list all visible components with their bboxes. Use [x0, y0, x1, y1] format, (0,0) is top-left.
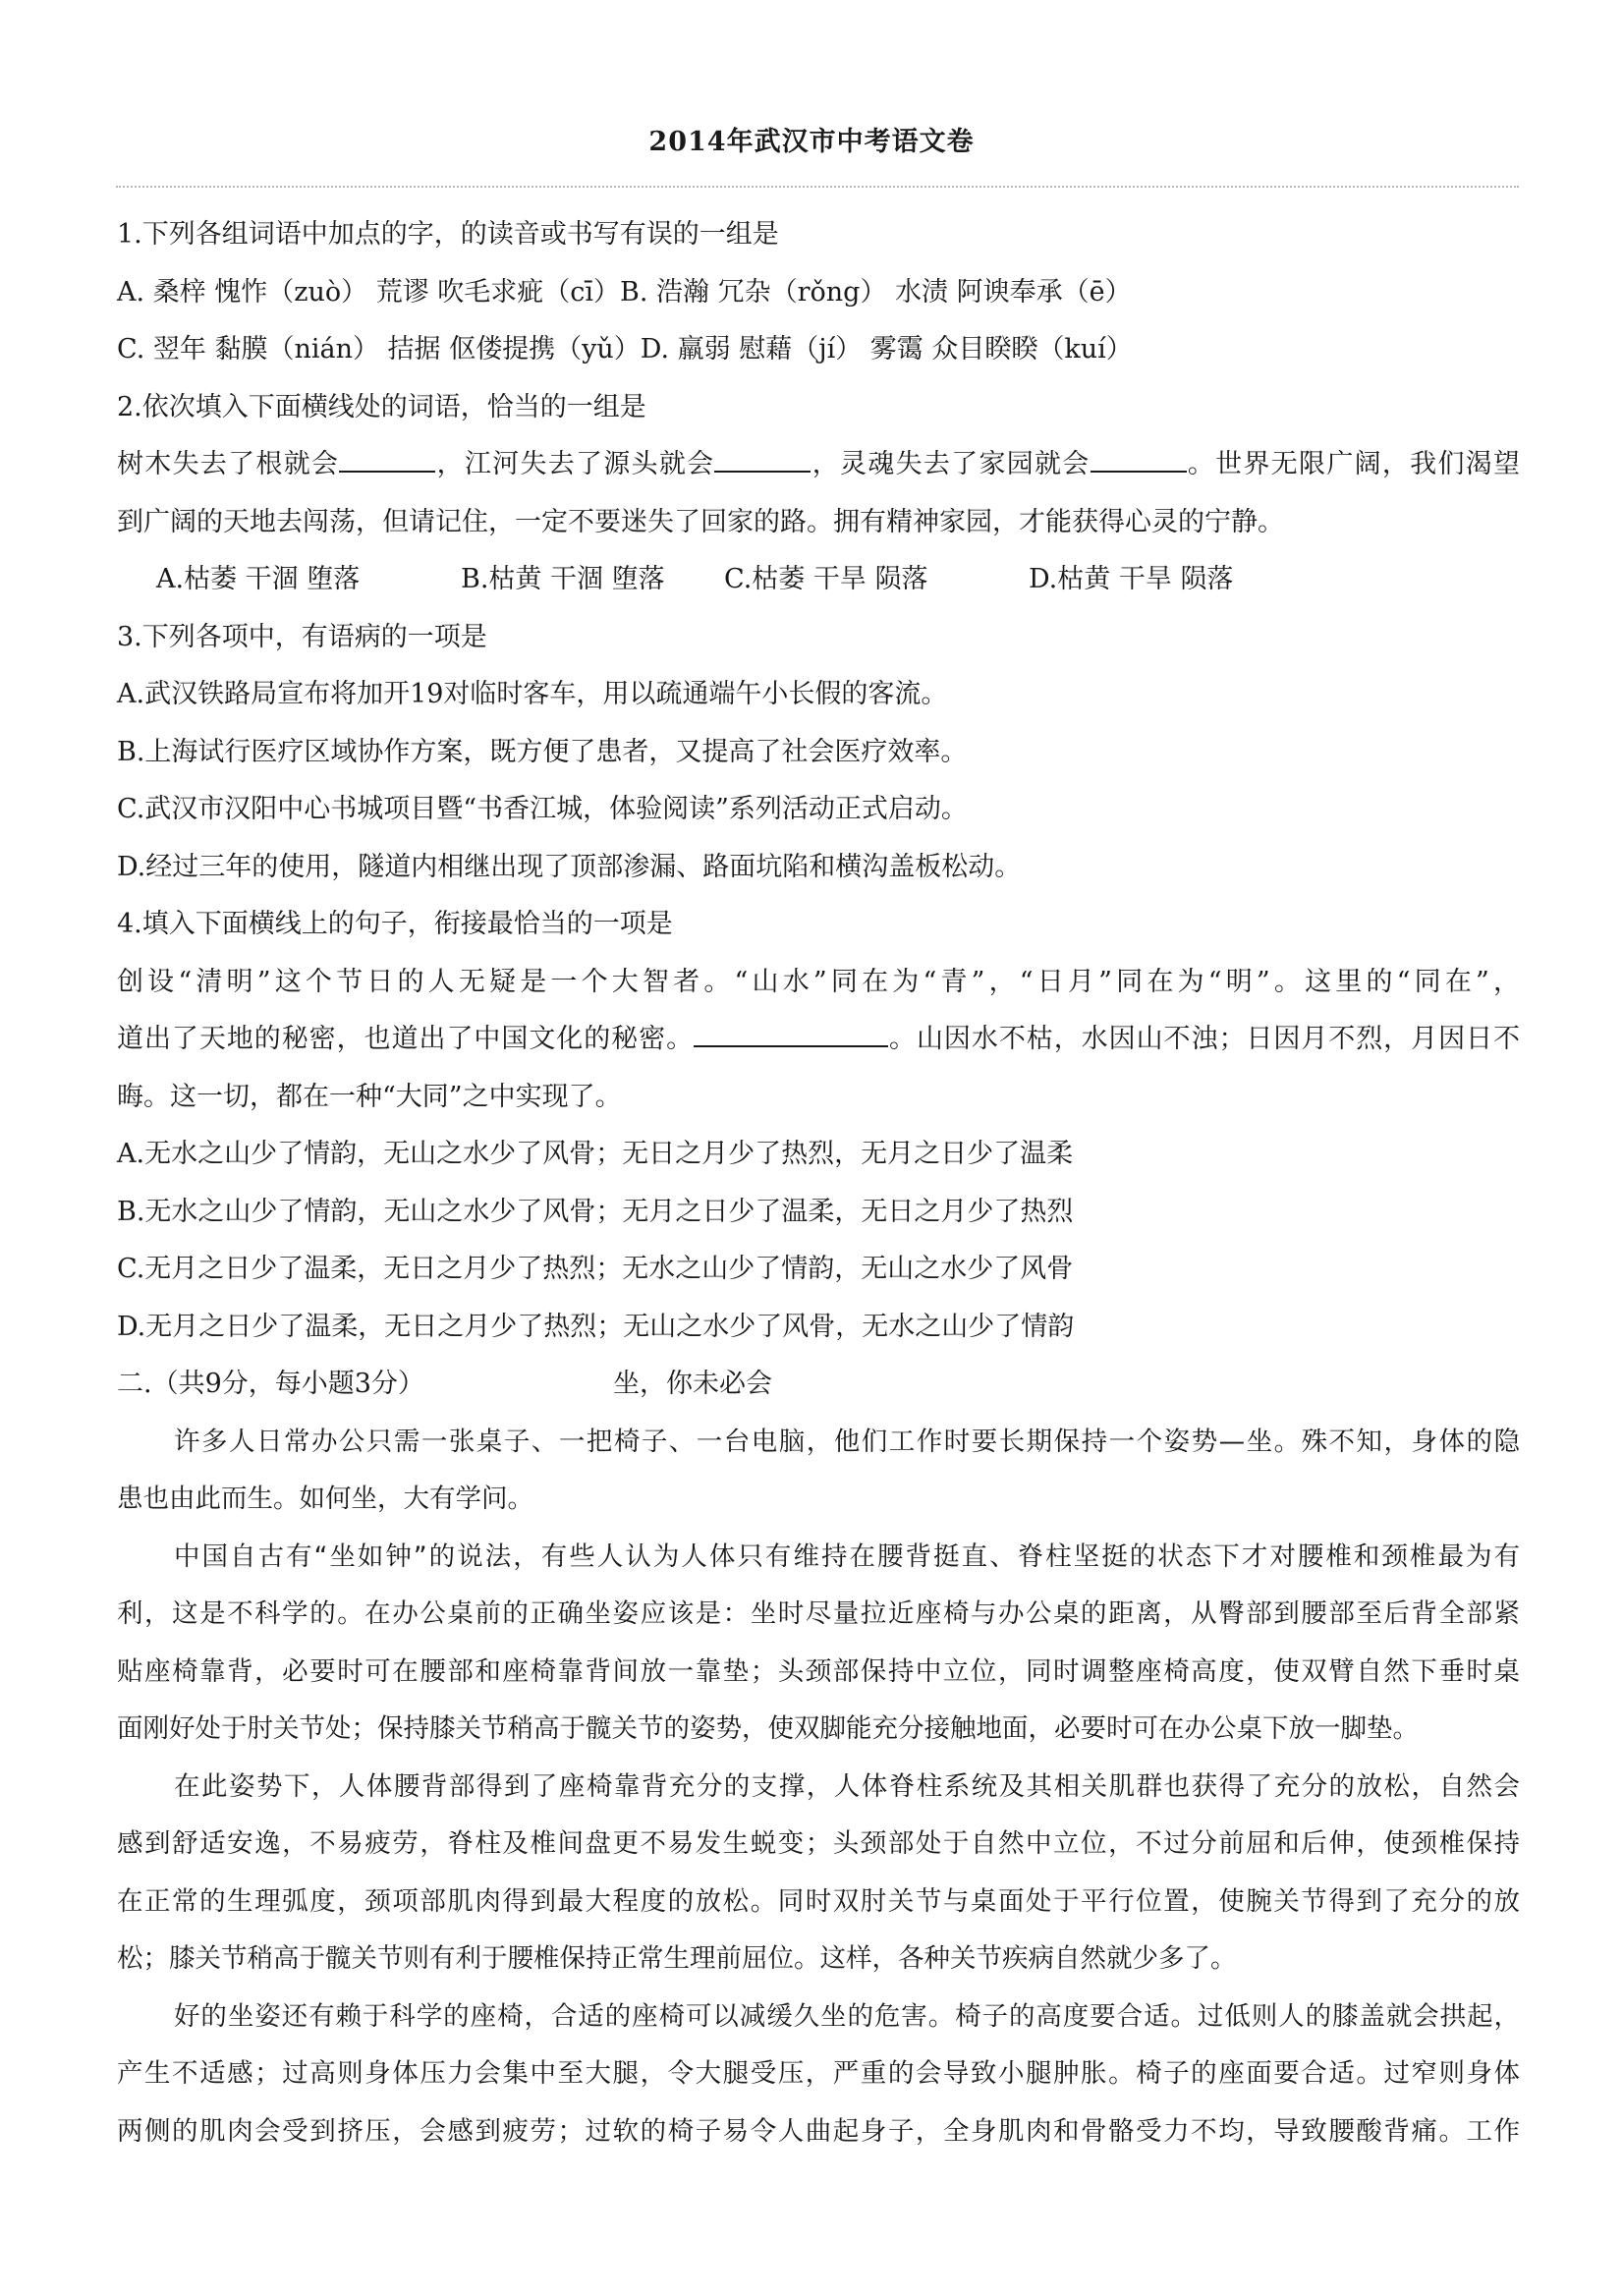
- q2-options: [117, 551, 1520, 609]
- passage-p1-line-2: 患也由此而生。如何坐，大有学问。: [117, 1484, 533, 1514]
- passage-p3-line-3: 在正常的生理弧度，颈项部肌肉得到最大程度的放松。同时双肘关节与桌面处于平行位置，使腕关节得到了充分的放: [117, 1885, 1520, 1917]
- section-2-heading: 二.（共9分，每小题3分）: [117, 1369, 424, 1399]
- fill-blank-4: [694, 1043, 888, 1047]
- q2-passage-line-2: 到广阔的天地去闯荡，但请记住，一定不要迷失了回家的路。拥有精神家园，才能获得心灵的宁静。: [117, 506, 1284, 537]
- q4-text-b: 。山因水不枯，水因山不浊；日因月不烈，月因日不: [888, 1024, 1521, 1054]
- fill-blank-2: [714, 469, 811, 473]
- q3-option-a: A.武汉铁路局宣布将加开19对临时客车，用以疏通端午小长假的客流。: [117, 679, 948, 709]
- q4-option-c: C.无月之日少了温柔，无日之月少了热烈；无水之山少了情韵，无山之水少了风骨: [117, 1254, 1074, 1284]
- passage-p4-line-2: 产生不适感；过高则身体压力会集中至大腿，令大腿受压，严重的会导致小腿肿胀。椅子的座面要合适。过窄则身体: [117, 2058, 1520, 2089]
- fill-blank-1: [339, 469, 435, 473]
- q3-option-d: D.经过三年的使用，隧道内相继出现了顶部渗漏、路面坑陷和横沟盖板松动。: [117, 851, 1022, 882]
- q4-option-a: A.无水之山少了情韵，无山之水少了风骨；无日之月少了热烈，无月之日少了温柔: [117, 1139, 1074, 1169]
- q2-option-b: B.枯黄 干涸 堕落: [461, 564, 665, 594]
- q3-option-b: B.上海试行医疗区域协作方案，既方便了患者，又提高了社会医疗效率。: [117, 736, 968, 767]
- passage-p2-line-3: 贴座椅靠背，必要时可在腰部和座椅靠背间放一靠垫；头颈部保持中立位，同时调整座椅高度，使双臂自然下垂时桌: [117, 1655, 1520, 1687]
- q4-text-a: 道出了天地的秘密，也道出了中国文化的秘密。: [117, 1024, 695, 1054]
- q2-stem: 2.依次填入下面横线处的词语，恰当的一组是: [117, 391, 646, 422]
- passage-p4-line-3: 两侧的肌肉会受到挤压，会感到疲劳；过软的椅子易令人曲起身子，全身肌肉和骨骼受力不均，导致腰酸背痛。工作: [117, 2115, 1520, 2147]
- section-2-heading-row: [117, 1356, 1520, 1414]
- passage-p2-line-2: 利，这是不科学的。在办公桌前的正确坐姿应该是：坐时尽量拉近座椅与办公桌的距离，从臀部到腰部至后背全部紧: [117, 1598, 1520, 1629]
- q4-stem: 4.填入下面横线上的句子，衔接最恰当的一项是: [117, 909, 673, 939]
- q4-passage-line-1: 创设“清明”这个节日的人无疑是一个大智者。“山水”同在为“青”，“日月”同在为“明”。这里的“同在”，: [117, 966, 1520, 997]
- q2-option-c: C.枯萎 干旱 陨落: [724, 564, 928, 594]
- passage-p3-line-4: 松；膝关节稍高于髋关节则有利于腰椎保持正常生理前屈位。这样，各种关节疾病自然就少多了。: [117, 1943, 1237, 1974]
- q3-option-c: C.武汉市汉阳中心书城项目暨“书香江城，体验阅读”系列活动正式启动。: [117, 794, 968, 824]
- passage-p1-line-1: 许多人日常办公只需一张桌子、一把椅子、一台电脑，他们工作时要长期保持一个姿势—坐。殊不知，身体的隐: [174, 1426, 1520, 1457]
- q2-text-d: 。世界无限广阔，我们渴望: [1186, 449, 1521, 479]
- fill-blank-3: [1091, 469, 1187, 473]
- passage-p4-line-1: 好的坐姿还有赖于科学的座椅，合适的座椅可以减缓久坐的危害。椅子的高度要合适。过低则人的膝盖就会拱起，: [174, 2000, 1520, 2032]
- q1-stem: 1.下列各组词语中加点的字，的读音或书写有误的一组是: [117, 219, 779, 250]
- passage-title: 坐，你未必会: [613, 1369, 772, 1399]
- q4-option-d: D.无月之日少了温柔，无日之月少了热烈；无山之水少了风骨，无水之山少了情韵: [117, 1311, 1075, 1342]
- q2-text-a: 树木失去了根就会: [117, 449, 340, 479]
- reading-passage: [117, 1414, 1520, 2161]
- passage-p2-line-4: 面刚好处于肘关节处；保持膝关节稍高于髋关节的姿势，使双脚能充分接触地面，必要时可在办公桌下放一脚垫。: [117, 1713, 1419, 1744]
- exam-content: [117, 206, 1520, 2160]
- q4-option-b: B.无水之山少了情韵，无山之水少了风骨；无月之日少了温柔，无日之月少了热烈: [117, 1196, 1074, 1227]
- q2-option-a: A.枯萎 干涸 堕落: [156, 564, 361, 594]
- q4-passage-line-2: [117, 1011, 1520, 1069]
- passage-p3-line-2: 感到舒适安逸，不易疲劳，脊柱及椎间盘更不易发生蜕变；头颈部处于自然中立位，不过分前屈和后伸，使颈椎保持: [117, 1828, 1520, 1859]
- passage-p3-line-1: 在此姿势下，人体腰背部得到了座椅靠背充分的支撑，人体脊柱系统及其相关肌群也获得了充分的放松，自然会: [174, 1770, 1520, 1802]
- q2-option-d: D.枯黄 干旱 陨落: [1029, 564, 1234, 594]
- q2-passage-line-1: [117, 436, 1520, 494]
- q3-stem: 3.下列各项中，有语病的一项是: [117, 621, 487, 652]
- q1-options-cd: C. 翌年 黏膜（nián） 拮据 伛偻提携（yǔ）D. 羸弱 慰藉（jí） 雾霭 众目睽睽（kuí）: [117, 334, 1133, 364]
- title-divider: [116, 186, 1519, 188]
- q1-options-ab: A. 桑梓 愧怍（zuò） 荒谬 吹毛求疵（cī）B. 浩瀚 冗杂（rǒng） 水渍 阿谀奉承（ē）: [117, 276, 1132, 308]
- q4-passage-line-3: 晦。这一切，都在一种“大同”之中实现了。: [117, 1081, 622, 1112]
- q2-text-c: ，灵魂失去了家园就会: [811, 449, 1091, 479]
- passage-p2-line-1: 中国自古有“坐如钟”的说法，有些人认为人体只有维持在腰背挺直、脊柱坚挺的状态下才对腰椎和颈椎最为有: [174, 1540, 1520, 1572]
- q2-text-b: ，江河失去了源头就会: [435, 449, 715, 479]
- exam-title: 2014年武汉市中考语文卷: [648, 127, 975, 157]
